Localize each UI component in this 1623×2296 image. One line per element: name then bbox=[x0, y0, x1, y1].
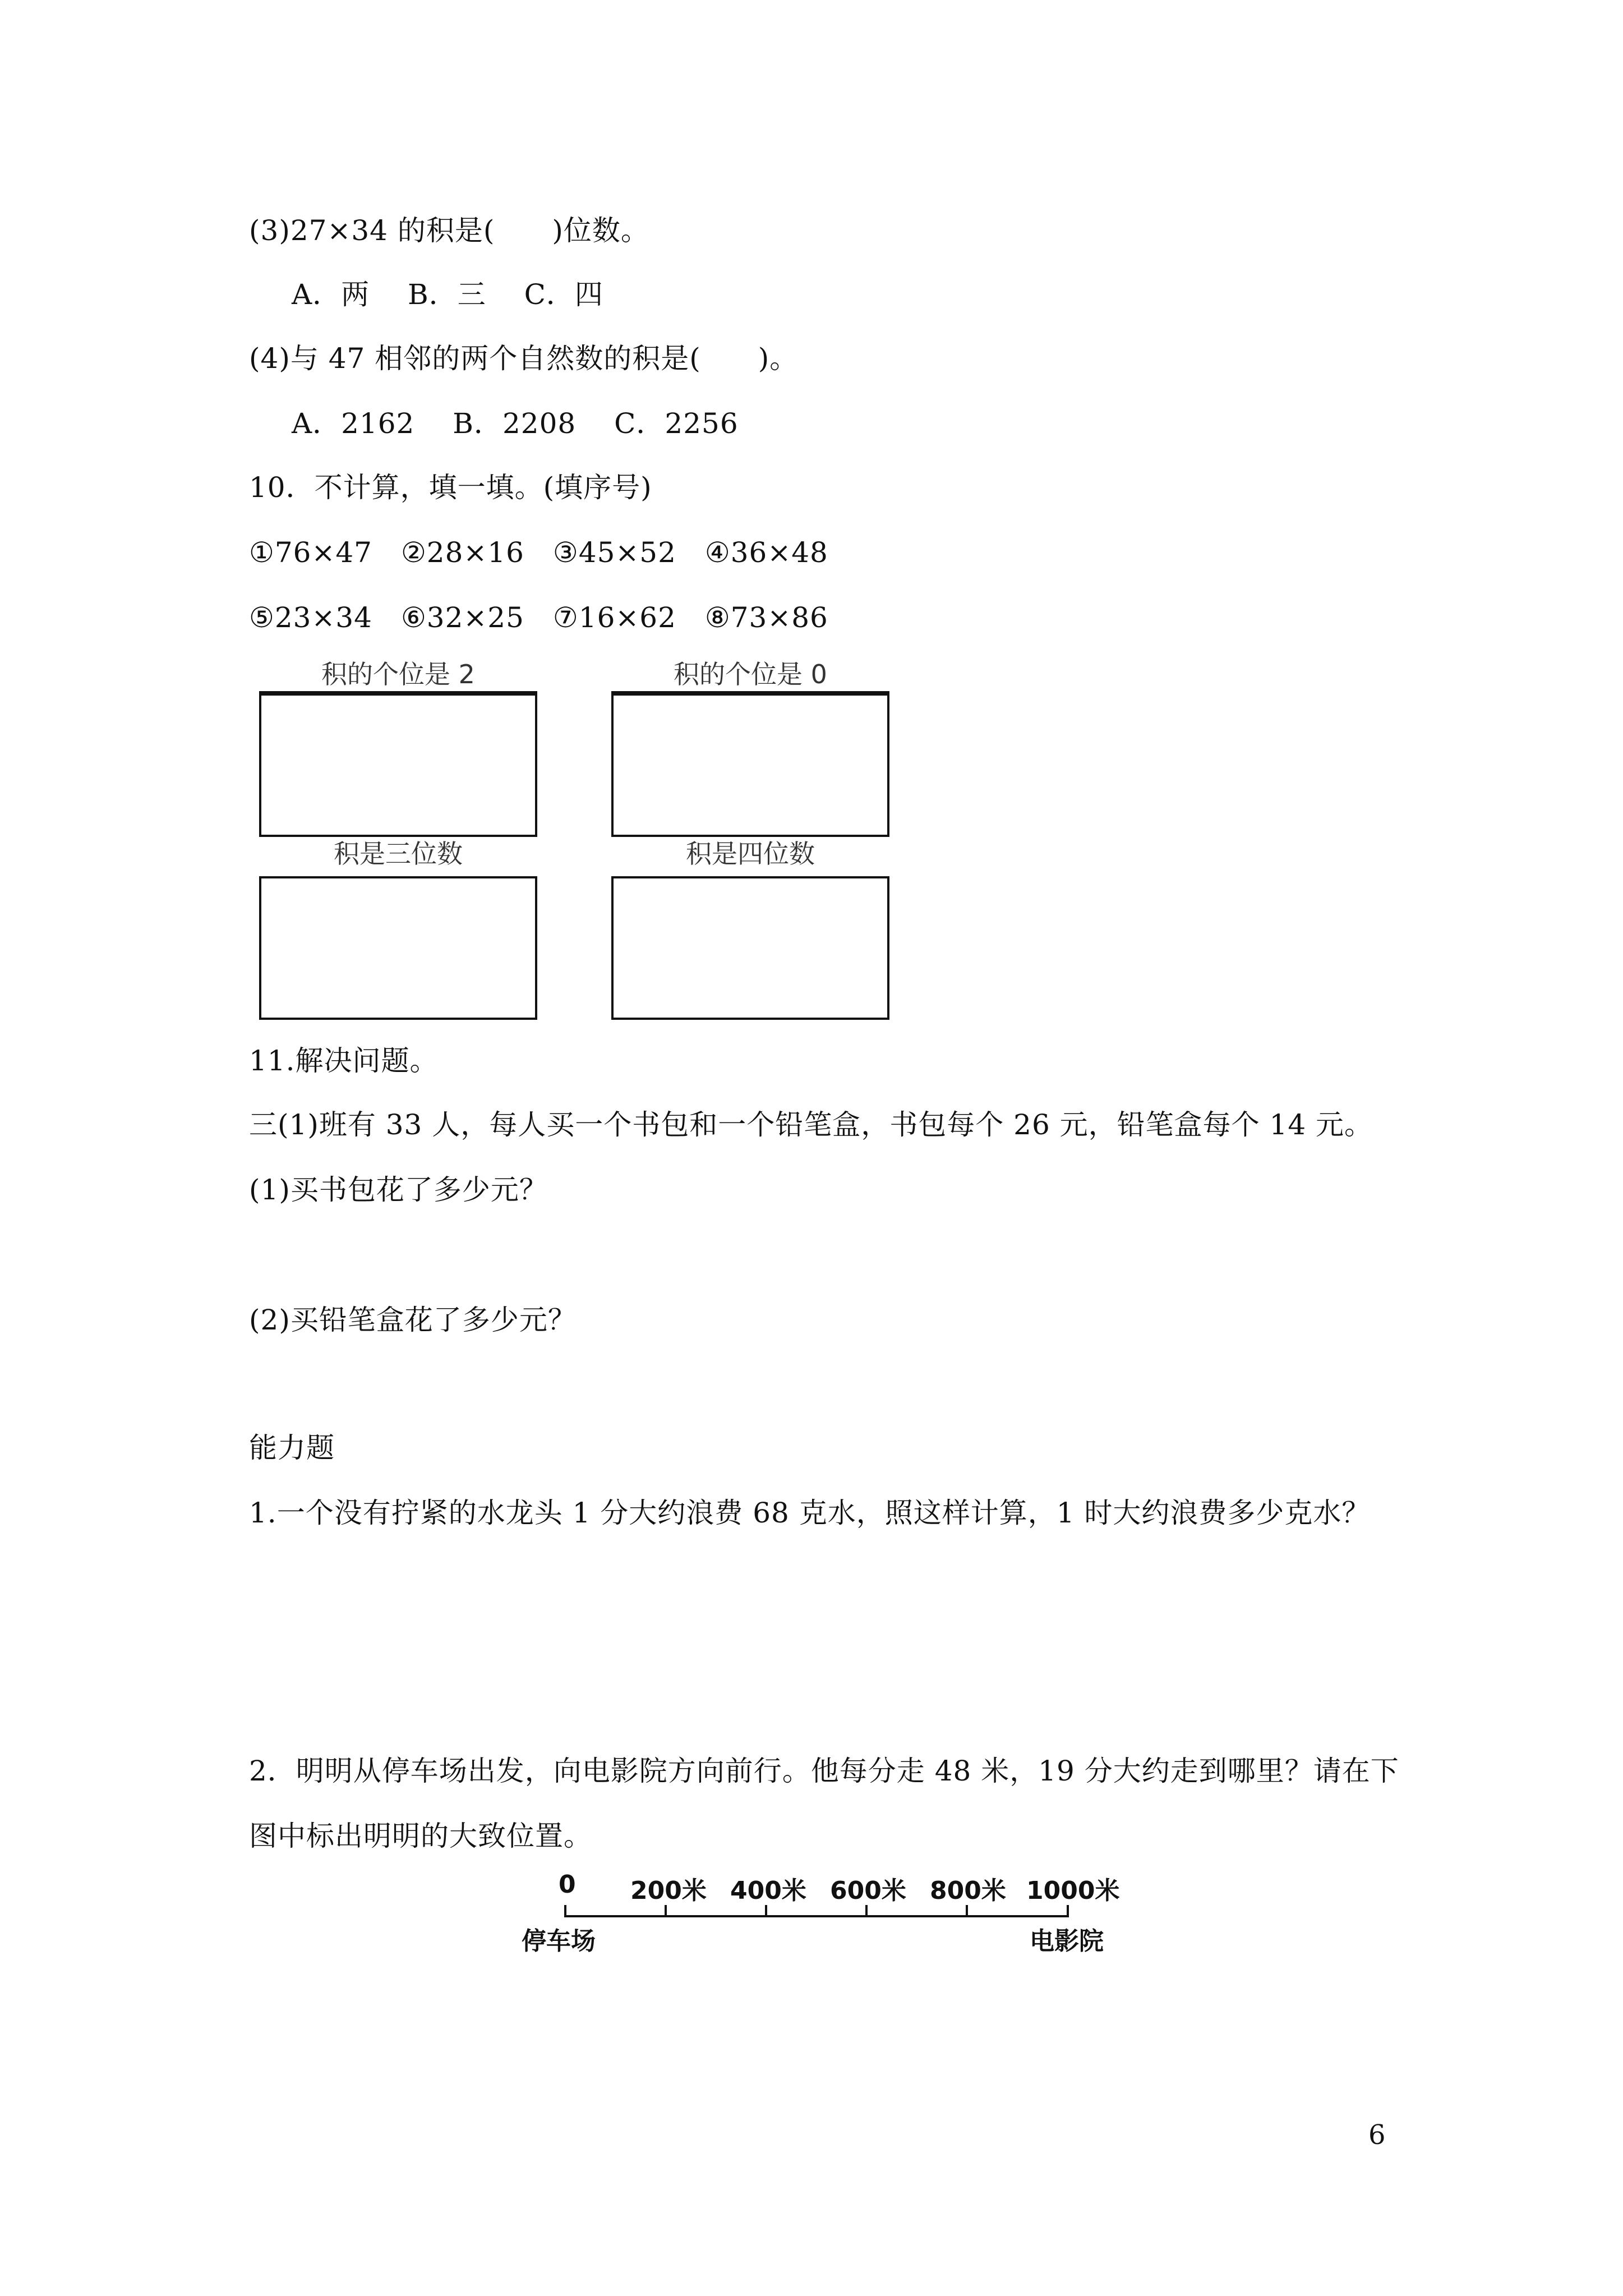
box-label-three-digit: 积是三位数 bbox=[334, 839, 463, 869]
q10-row1: ①76×47 ②28×16 ③45×52 ④36×48 bbox=[249, 536, 828, 569]
tick-400 bbox=[765, 1905, 767, 1916]
tick-label-0: 0 bbox=[559, 1870, 576, 1899]
ability-q2-line2: 图中标出明明的大致位置。 bbox=[249, 1820, 592, 1852]
q11-sub2: (2)买铅笔盒花了多少元？ bbox=[249, 1304, 577, 1336]
start-label: 停车场 bbox=[522, 1927, 596, 1955]
end-label: 电影院 bbox=[1030, 1927, 1104, 1955]
answer-box-units-0[interactable] bbox=[611, 693, 889, 837]
ability-q2-line1: 2．明明从停车场出发，向电影院方向前行。他每分走 48 米，19 分大约走到哪里？请在下 bbox=[249, 1755, 1399, 1787]
q9-item4-options: A．2162 B．2208 C．2256 bbox=[292, 407, 739, 440]
answer-box-four-digit[interactable] bbox=[611, 876, 889, 1020]
q11-problem: 三(1)班有 33 人，每人买一个书包和一个铅笔盒，书包每个 26 元，铅笔盒每个 14 元。 bbox=[249, 1108, 1373, 1141]
tick-800 bbox=[966, 1905, 968, 1916]
tick-label-1000: 1000米 bbox=[1026, 1876, 1120, 1905]
tick-label-600: 600米 bbox=[830, 1876, 906, 1905]
ability-title: 能力题 bbox=[249, 1432, 335, 1464]
tick-1000 bbox=[1067, 1905, 1069, 1916]
tick-label-400: 400米 bbox=[730, 1876, 806, 1905]
q9-item4: (4)与 47 相邻的两个自然数的积是( )。 bbox=[249, 342, 799, 375]
tick-600 bbox=[865, 1905, 868, 1916]
tick-200 bbox=[665, 1905, 667, 1916]
box-label-units-2: 积的个位是 2 bbox=[321, 659, 475, 689]
box-label-four-digit: 积是四位数 bbox=[686, 839, 815, 869]
page-number: 6 bbox=[1368, 2119, 1386, 2151]
q9-item3-options: A．两 B．三 C．四 bbox=[292, 278, 603, 311]
q11-title: 11.解决问题。 bbox=[249, 1045, 439, 1077]
answer-box-units-2[interactable] bbox=[259, 693, 537, 837]
number-line-axis bbox=[564, 1915, 1069, 1917]
tick-label-200: 200米 bbox=[630, 1876, 707, 1905]
answer-box-three-digit[interactable] bbox=[259, 876, 537, 1020]
q11-sub1: (1)买书包花了多少元？ bbox=[249, 1174, 548, 1206]
tick-label-800: 800米 bbox=[930, 1876, 1006, 1905]
ability-q1: 1.一个没有拧紧的水龙头 1 分大约浪费 68 克水，照这样计算，1 时大约浪费多少克水？ bbox=[249, 1497, 1371, 1529]
q10-row2: ⑤23×34 ⑥32×25 ⑦16×62 ⑧73×86 bbox=[249, 601, 828, 634]
q10-title: 10．不计算，填一填。(填序号) bbox=[249, 471, 652, 504]
q9-item3: (3)27×34 的积是( )位数。 bbox=[249, 214, 649, 247]
tick-0 bbox=[564, 1905, 566, 1916]
box-label-units-0: 积的个位是 0 bbox=[674, 659, 827, 689]
